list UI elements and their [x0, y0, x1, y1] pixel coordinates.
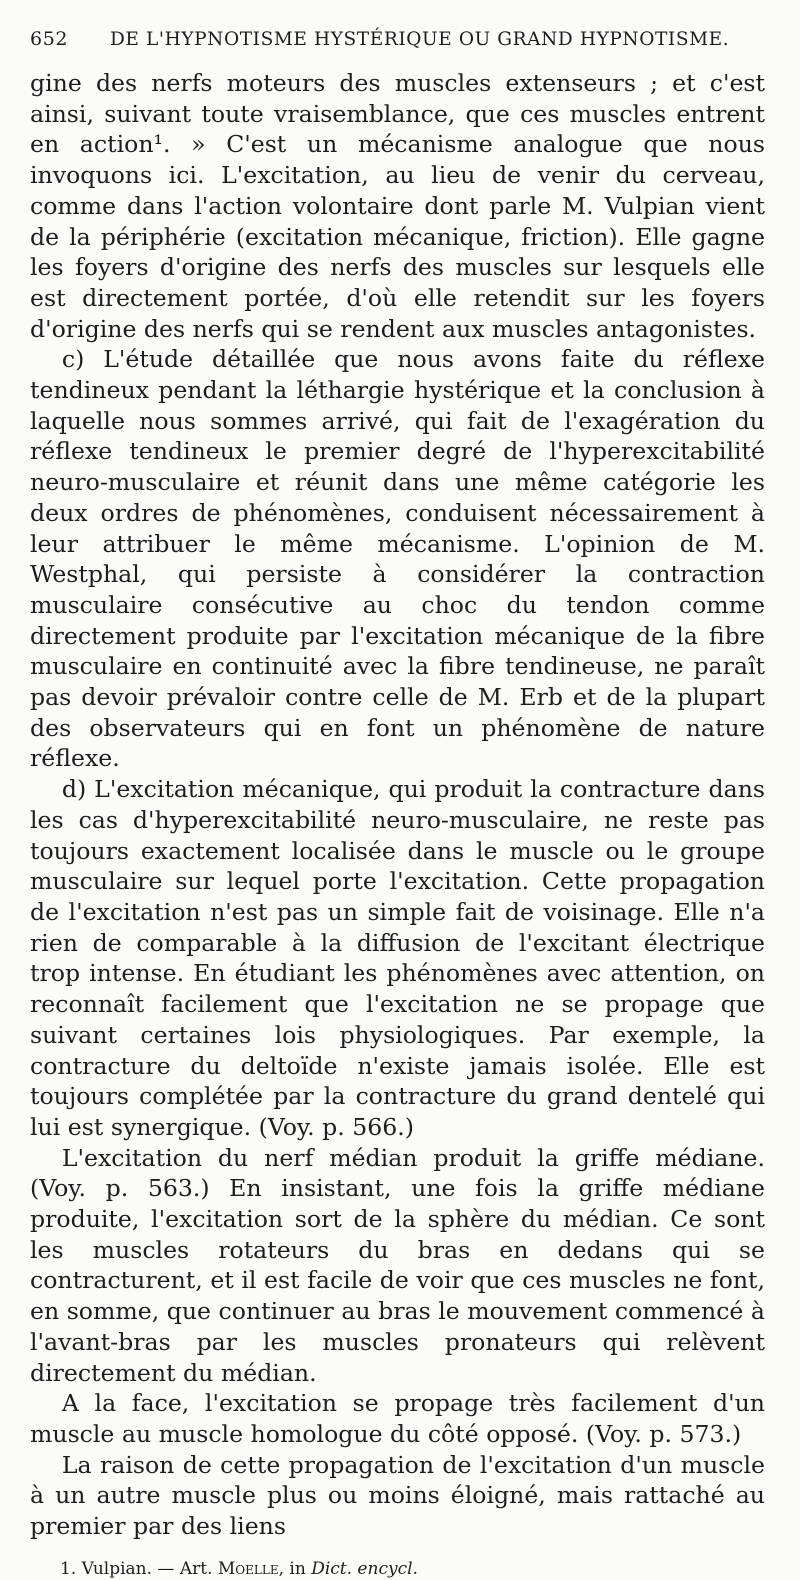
paragraph: L'excitation du nerf médian produit la griffe médiane. (Voy. p. 563.) En insistant, une fois la griffe médiane produite, l'excitation sort de la sphère du médian. Ce sont les muscles rotateurs du bras en dedans qui se contracturent, et il est facile de voir que ces muscles ne font, en somme, que continuer au bras le mouvement commencé à l'avant-bras par les muscles pronateurs qui relèvent directement du médian.	[30, 1143, 765, 1387]
footnote-author: Vulpian.	[81, 1558, 153, 1579]
footnote-marker: 1.	[60, 1558, 77, 1579]
footnote-article: Moelle	[217, 1558, 279, 1579]
footnote	[30, 1558, 765, 1580]
book-page	[30, 28, 765, 1580]
paragraph: c) L'étude détaillée que nous avons faite du réflexe tendineux pendant la léthargie hystérique et la conclusion à laquelle nous sommes arrivé, qui fait de l'exagération du réflexe tendineux le premier degré de l'hyperexcitabilité neuro-musculaire et réunit dans une même catégorie les deux ordres de phénomènes, conduisent nécessairement à leur attribuer le même mécanisme. L'opinion de M. Westphal, qui persiste à considérer la contraction musculaire consécutive au choc du tendon comme directement produite par l'excitation mécanique de la fibre musculaire en continuité avec la fibre tendineuse, ne paraît pas devoir prévaloir contre celle de M. Erb et de la plupart des observateurs qui en font un phénomène de nature réflexe.	[30, 345, 765, 773]
footnote-source: Dict. encycl.	[311, 1558, 418, 1579]
paragraph: d) L'excitation mécanique, qui produit la contracture dans les cas d'hyperexcitabilité neuro-musculaire, ne reste pas toujours exactement localisée dans le muscle ou le groupe musculaire sur lequel porte l'excitation. Cette propagation de l'excitation n'est pas un simple fait de voisinage. Elle n'a rien de comparable à la diffusion de l'excitant électrique trop intense. En étudiant les phénomènes avec attention, on reconnaît facilement que l'excitation ne se propage que suivant certaines lois physiologiques. Par exemple, la contracture du deltoïde n'existe jamais isolée. Elle est toujours complétée par la contracture du grand dentelé qui lui est synergique. (Voy. p. 566.)	[30, 775, 765, 1141]
body-text	[30, 68, 765, 1542]
running-title: DE L'HYPNOTISME HYSTÉRIQUE OU GRAND HYPNOTISME.	[110, 29, 730, 50]
footnote-in: , in	[278, 1558, 312, 1579]
paragraph: A la face, l'excitation se propage très facilement d'un muscle au muscle homologue du côté opposé. (Voy. p. 573.)	[30, 1389, 765, 1448]
footnote-separator: — Art.	[152, 1558, 218, 1579]
page-number: 652	[30, 28, 69, 50]
paragraph: La raison de cette propagation de l'excitation d'un muscle à un autre muscle plus ou moins éloigné, mais rattaché au premier par des liens	[30, 1450, 765, 1541]
paragraph: gine des nerfs moteurs des muscles extenseurs ; et c'est ainsi, suivant toute vraisemblance, que ces muscles entrent en action¹. » C'est un mécanisme analogue que nous invoquons ici. L'excitation, au lieu de venir du cerveau, comme dans l'action volontaire dont parle M. Vulpian vient de la périphérie (excitation mécanique, friction). Elle gagne les foyers d'origine des nerfs des muscles sur lesquels elle est directement portée, d'où elle retendit sur les foyers d'origine des nerfs qui se rendent aux muscles antagonistes.	[30, 69, 765, 343]
page-header	[30, 28, 765, 68]
